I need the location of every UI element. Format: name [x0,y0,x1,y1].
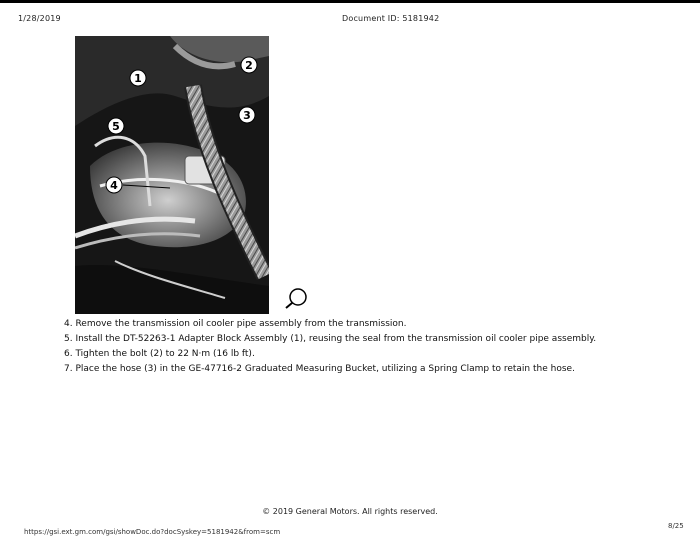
step-5: 5. Install the DT-52263-1 Adapter Block Assembly (1), reusing the seal from the transmission oil cooler pipe assembly. [64,334,597,344]
callout-4-label: 4 [110,179,118,192]
print-date: 1/28/2019 [18,14,61,23]
callout-5 [108,118,124,134]
callout-2-label: 2 [245,59,253,72]
callout-2 [241,57,257,73]
callout-1-label: 1 [134,72,142,85]
callout-5-label: 5 [112,120,120,133]
callout-3-label: 3 [243,109,251,122]
page-number: 8/25 [668,522,684,530]
photo-illustration [75,36,269,314]
component-photo [75,36,269,314]
step-4: 4. Remove the transmission oil cooler pipe assembly from the transmission. [64,319,407,329]
source-url: https://gsi.ext.gm.com/gsi/showDoc.do?docSyskey=5181942&from=scm [24,528,281,536]
magnifier-icon[interactable] [285,287,307,309]
page-top-border [0,0,700,3]
step-6: 6. Tighten the bolt (2) to 22 N·m (16 lb ft). [64,349,255,359]
callout-4 [106,177,122,193]
step-7: 7. Place the hose (3) in the GE-47716-2 Graduated Measuring Bucket, utilizing a Spring Clamp to retain the hose. [64,364,575,374]
callout-3 [239,107,255,123]
document-id: Document ID: 5181942 [342,14,440,23]
copyright-notice: © 2019 General Motors. All rights reserved. [262,507,438,516]
procedure-steps [64,317,596,377]
callout-1 [130,70,146,86]
